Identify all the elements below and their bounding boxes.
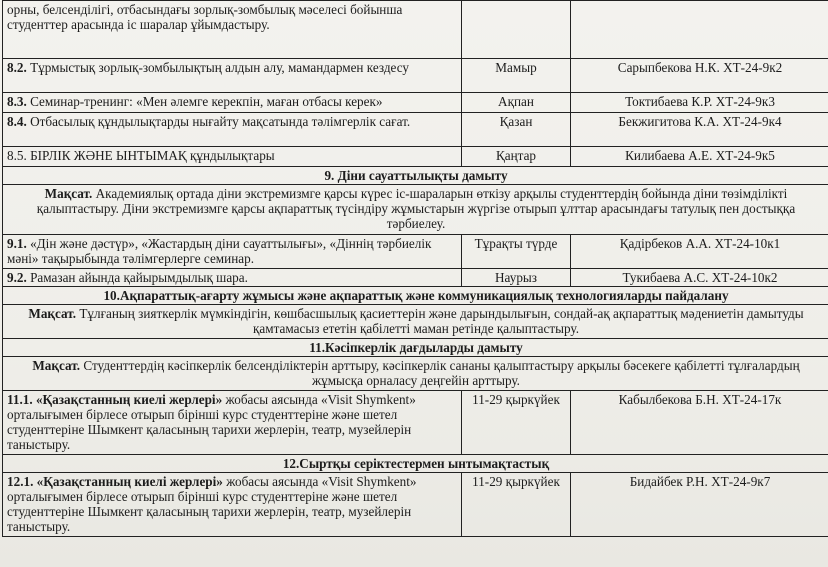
table-row <box>3 59 828 93</box>
section-header-row <box>3 339 828 357</box>
activity-text: Семинар-тренинг: «Мен әлемге керекпін, маған отбасы керек» <box>26 94 383 109</box>
date-cell: Тұрақты түрде <box>462 235 571 269</box>
activity-text: Тұрмыстық зорлық-зомбылықтың алдын алу, мамандармен кездесу <box>26 60 410 75</box>
item-number: 8.5. <box>7 148 27 163</box>
item-number: 11.1. <box>7 392 33 407</box>
goal-row <box>3 305 828 339</box>
table-row <box>3 473 828 537</box>
date-cell: Наурыз <box>462 269 571 287</box>
responsible-cell: Сарыпбекова Н.К. ХТ-24-9к2 <box>571 59 828 93</box>
item-number: 8.2. <box>7 60 27 75</box>
responsible-cell: Бидайбек Р.Н. ХТ-24-9к7 <box>571 473 828 537</box>
item-number: 12.1. <box>7 474 34 489</box>
table-row <box>3 113 828 147</box>
goal-text: Студенттердің кәсіпкерлік белсенділіктерін арттыру, кәсіпкерлік сананы қалыптастыру арқылы бәсекеге қабілетті тұлғалардың жұмысқа орналасу деңгейін арттыру. <box>80 358 800 388</box>
date-cell: 11-29 қыркүйек <box>462 391 571 455</box>
responsible-cell: Килибаева А.Е. ХТ-24-9к5 <box>571 147 828 167</box>
table-row <box>3 1 828 59</box>
item-number: 8.4. <box>7 114 27 129</box>
responsible-cell: Бекжигитова К.А. ХТ-24-9к4 <box>571 113 828 147</box>
responsible-cell: Тукибаева А.С. ХТ-24-10к2 <box>571 269 828 287</box>
table-row <box>3 391 828 455</box>
responsible-cell: Қадірбеков А.А. ХТ-24-10к1 <box>571 235 828 269</box>
item-number: 9.1. <box>7 236 27 251</box>
section-header-row <box>3 167 828 185</box>
item-number: 8.3. <box>7 94 27 109</box>
activity-text: Отбасылық құндылықтарды нығайту мақсатында тәлімгерлік сағат. <box>26 114 411 129</box>
date-cell: Қазан <box>462 113 571 147</box>
activity-text: Рамазан айында қайырымдылық шара. <box>26 270 248 285</box>
date-cell: Қаңтар <box>462 147 571 167</box>
goal-label: Мақсат. <box>44 186 93 201</box>
date-cell: Ақпан <box>462 93 571 113</box>
date-cell: 11-29 қыркүйек <box>462 473 571 537</box>
section-title: 12.Сыртқы серіктестермен ынтымақтастық <box>3 455 828 473</box>
item-number: 9.2. <box>7 270 27 285</box>
goal-row <box>3 357 828 391</box>
date-cell: Мамыр <box>462 59 571 93</box>
section-header-row <box>3 287 828 305</box>
responsible-cell: Кабылбекова Б.Н. ХТ-24-17к <box>571 391 828 455</box>
section-header-row <box>3 455 828 473</box>
activity-text: «Дін және дәстүр», «Жастардың діни сауаттылығы», «Діннің тәрбиелік мәні» тақырыбында тәлімгерлерге семинар. <box>7 236 432 266</box>
goal-text: Академиялық ортада діни экстремизмге қарсы күрес іс-шараларын өткізу арқылы студенттердің бойында діни төзімділікті қалыптастыру. Діни экстремизмге қарсы ақпараттық түсіндіру жұмыстарын жүргізе отырып ұлттар арасындағы татулық пен достыққа тәрбиелеу. <box>36 186 796 231</box>
table-row <box>3 147 828 167</box>
activity-text: жобасы аясында «Visit Shymkent» орталығымен бірлесе отырып бірінші курс студенттеріне және шетел студенттеріне Шымкент қаласының тарихи жерлерін, театр, музейлерін таныстыру. <box>7 392 416 452</box>
project-name: «Қазақстанның киелі жерлері» <box>32 392 223 407</box>
table-row <box>3 269 828 287</box>
activity-text: жобасы аясында «Visit Shymkent» орталығымен бірлесе отырып бірінші курс студенттеріне және шетел студенттеріне Шымкент қаласының тарихи жерлерін, театр, музейлерін таныстыру. <box>7 474 417 534</box>
responsible-cell: Токтибаева К.Р. ХТ-24-9к3 <box>571 93 828 113</box>
table-row <box>3 235 828 269</box>
table-row <box>3 93 828 113</box>
section-title: 9. Діни сауаттылықты дамыту <box>3 167 828 185</box>
section-title: 10.Ақпараттық-ағарту жұмысы және ақпараттық және коммуникациялық технологияларды пайдалану <box>3 287 828 305</box>
goal-label: Мақсат. <box>28 306 77 321</box>
activity-text: орны, белсенділігі, отбасындағы зорлық-зомбылық мәселесі бойынша студенттер арасында іс шаралар ұйымдастыру. <box>7 2 403 32</box>
goal-text: Тұлғаның зияткерлік мүмкіндігін, көшбасшылық қасиеттерін және дарындылығын, сондай-ақ ақпараттық мәдениетін дамытуды қамтамасыз ететін қабілетті маман ретінде қалыптастыру. <box>76 306 804 336</box>
activity-text: БІРЛІК ЖӘНЕ ЫНТЫМАҚ құндылықтары <box>26 148 275 163</box>
section-title: 11.Кәсіпкерлік дағдыларды дамыту <box>3 339 828 357</box>
project-name: «Қазақстанның киелі жерлері» <box>33 474 223 489</box>
goal-row <box>3 185 828 235</box>
activity-plan-table <box>2 0 828 537</box>
goal-label: Мақсат. <box>32 358 81 373</box>
